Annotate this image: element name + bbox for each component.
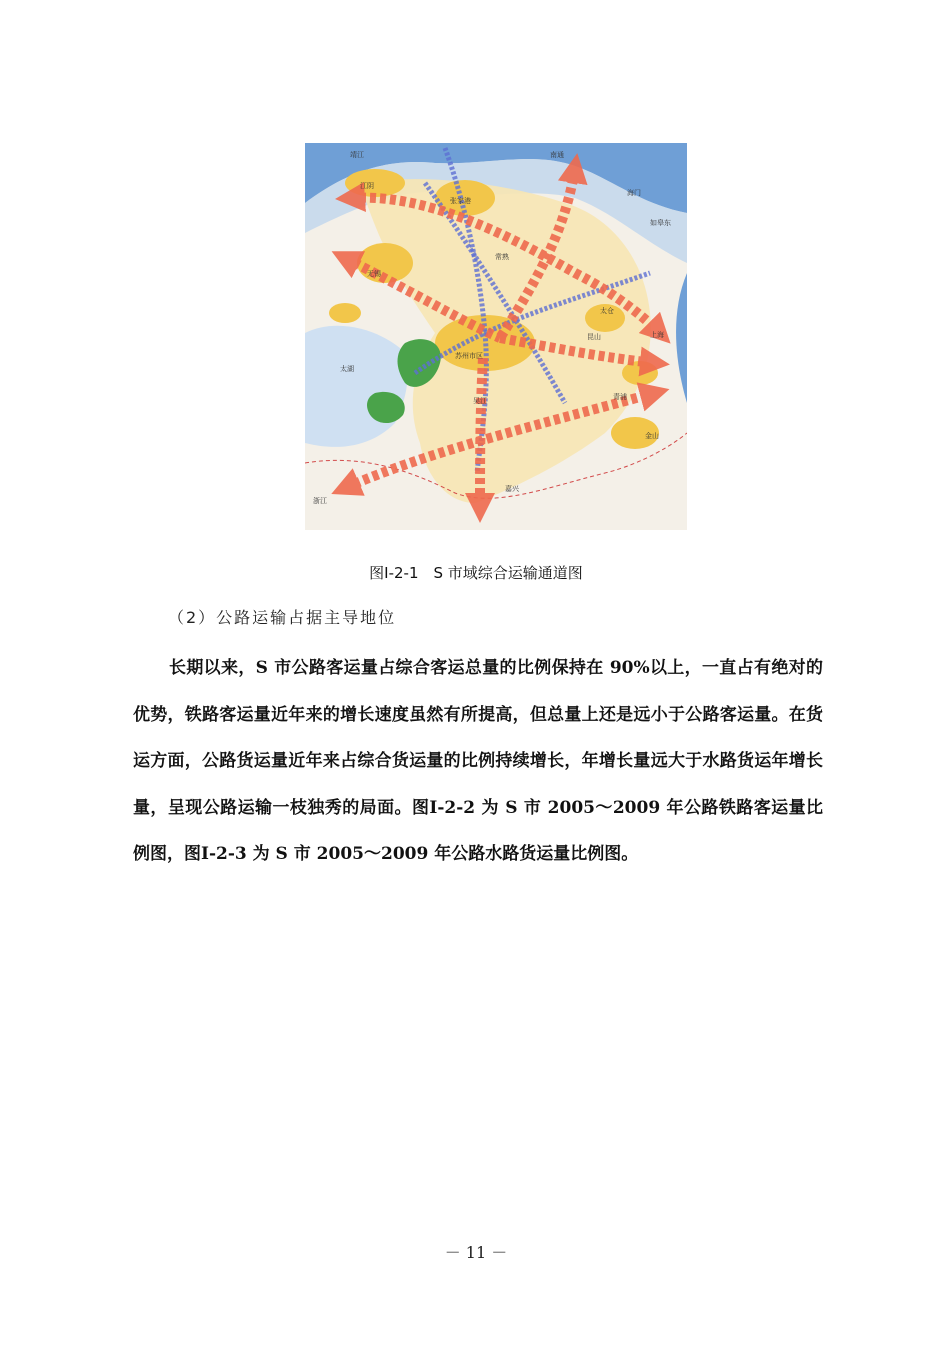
map-label: 张家港 bbox=[450, 197, 471, 205]
map-label: 无锡 bbox=[367, 270, 381, 278]
map-label: 金山 bbox=[645, 432, 659, 440]
body-paragraph: 长期以来，S 市公路客运量占综合客运总量的比例保持在 90%以上，一直占有绝对的优势，铁路客运量近年来的增长速度虽然有所提高，但总量上还是远小于公路客运量。在货运方面，公路货运量近年来占综合货运量的比例持续增长，年增长量远大于水路货运年增长量，呈现公路运输一枝独秀的局面。图I-2-2 为 S 市 2005～2009 年公路铁路客运量比例图，图I-2-3 为 S 市 2005～2009 年公路水路货运量比例图。 bbox=[133, 658, 823, 864]
map-label: 嘉兴 bbox=[505, 485, 519, 493]
map-label: 南通 bbox=[550, 151, 564, 159]
map-label: 太湖 bbox=[340, 365, 354, 373]
map-label: 靖江 bbox=[350, 151, 364, 159]
transport-corridor-map bbox=[305, 143, 687, 530]
section-subheading: （2）公路运输占据主导地位 bbox=[168, 608, 397, 627]
map-label: 海门 bbox=[627, 189, 641, 197]
map-label: 青浦 bbox=[613, 393, 627, 401]
map-label: 常熟 bbox=[495, 253, 509, 261]
map-label: 吴江 bbox=[473, 397, 487, 405]
map-label: 昆山 bbox=[587, 333, 601, 341]
map-label: 苏州市区 bbox=[455, 352, 483, 360]
page-number: － 11 － bbox=[444, 1243, 508, 1262]
map-label: 上海 bbox=[650, 331, 664, 339]
map-label: 浙江 bbox=[313, 497, 327, 505]
urban-area bbox=[329, 303, 361, 323]
map-label: 如皋东 bbox=[650, 219, 671, 227]
map-graphic bbox=[305, 143, 687, 530]
map-label: 太仓 bbox=[600, 307, 614, 315]
figure-caption: 图I-2-1 S 市域综合运输通道图 bbox=[369, 564, 583, 582]
map-label: 江阴 bbox=[360, 182, 374, 190]
